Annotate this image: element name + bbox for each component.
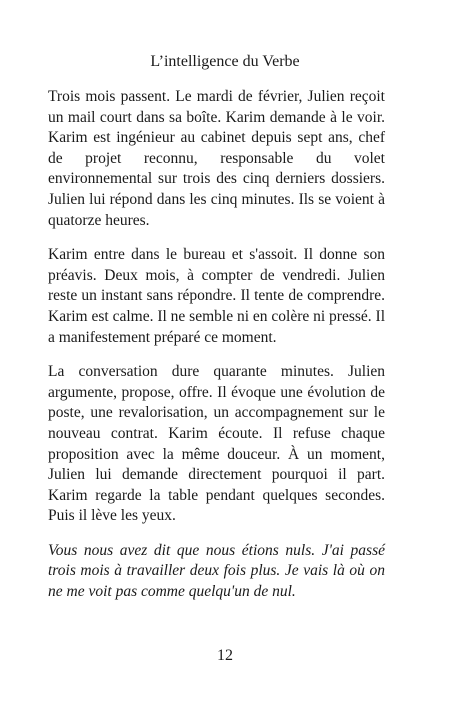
paragraph-1: Trois mois passent. Le mardi de février, Julien reçoit un mail court dans sa boîte. Karim demande à le voir. Karim est ingénieur au cabinet depuis sept ans, chef de projet reconnu, responsable du volet environnemental sur trois des cinq derniers dossiers. Julien lui répond dans les cinq minutes. Ils se voient à quatorze heures. [48,88,385,229]
quoted-speech: Vous nous avez dit que nous étions nuls. J'ai passé trois mois à travailler deux fois plus. Je vais là où on ne me voit pas comme quelqu'un de nul. [48,541,385,601]
paragraph-2: Karim entre dans le bureau et s'assoit. Il donne son préavis. Deux mois, à compter de vendredi. Julien reste un instant sans répondre. Il tente de comprendre. Karim est calme. Il ne semble ni en colère ni pressé. Il a manifestement préparé ce moment. [48,246,385,346]
paragraph-3: La conversation dure quarante minutes. Julien argumente, propose, offre. Il évoque une évolution de poste, une revalorisation, un accompagnement sur le nouveau contrat. Karim écoute. Il refuse chaque proposition avec la même douceur. À un moment, Julien lui demande directement pourquoi il part. Karim regarde la table pendant quelques secondes. Puis il lève les yeux. [48,363,385,525]
page-body [48,87,385,603]
page-number: 12 [217,647,233,664]
running-header-title: L’intelligence du Verbe [150,53,300,70]
